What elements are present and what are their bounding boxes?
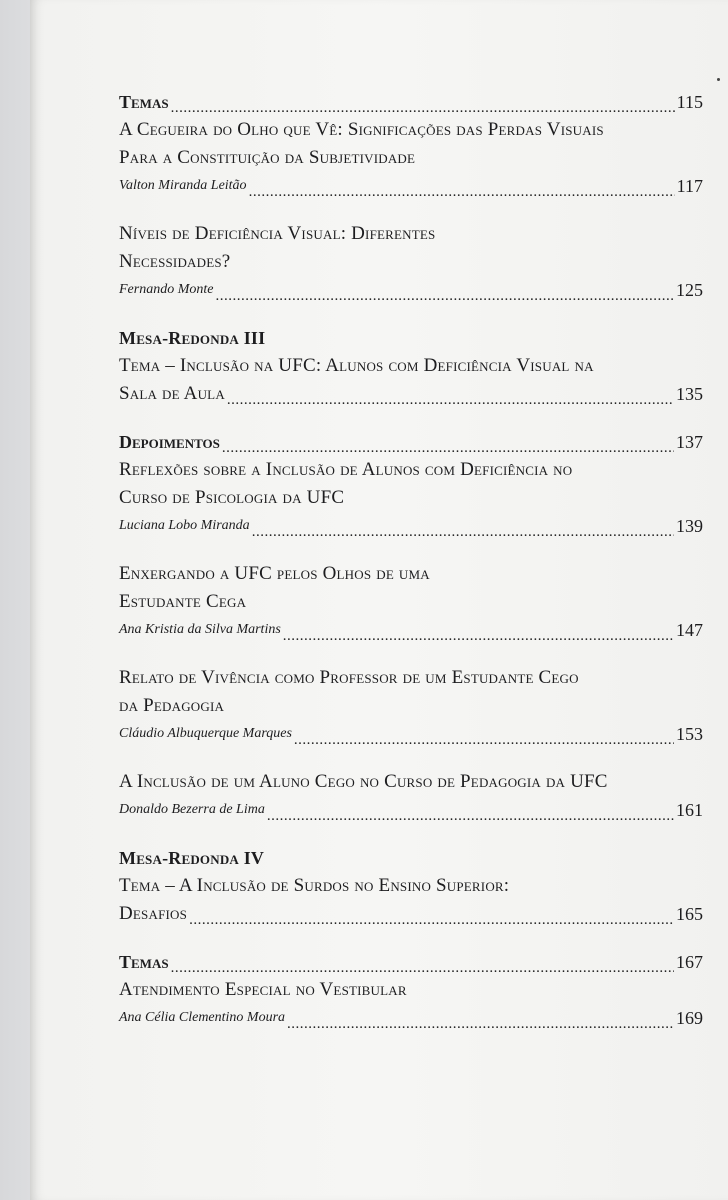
entry-author: Luciana Lobo Miranda	[119, 518, 250, 533]
section-label: Temas	[119, 92, 169, 112]
toc-entry-author-line[interactable]	[119, 276, 703, 304]
leader-dots	[189, 906, 674, 928]
toc-entry-depoimentos[interactable]	[119, 428, 703, 456]
leader-dots	[283, 622, 674, 644]
entry-title-line[interactable]: A Inclusão de um Aluno Cego no Curso de Pedagogia da UFC	[119, 771, 608, 792]
page-number: 147	[676, 620, 703, 640]
entry-title-line[interactable]: Para a Constituição da Subjetividade	[119, 147, 416, 168]
toc-entry-theme-end[interactable]	[119, 900, 703, 928]
roundtable-theme-line[interactable]: Tema – A Inclusão de Surdos no Ensino Superior:	[119, 875, 510, 896]
roundtable-heading[interactable]: Mesa-Redonda III	[119, 328, 266, 348]
page-number: 117	[676, 176, 703, 196]
toc-entry-author-line[interactable]	[119, 172, 703, 200]
page-number: 115	[676, 92, 703, 112]
entry-author: Cláudio Albuquerque Marques	[119, 726, 292, 741]
entry-title-line[interactable]: Curso de Psicologia da UFC	[119, 487, 345, 508]
toc-entry-author-line[interactable]	[119, 616, 703, 644]
leader-dots	[222, 434, 674, 456]
toc-entry-author-line[interactable]	[119, 512, 703, 540]
entry-author: Fernando Monte	[119, 282, 214, 297]
entry-title-line[interactable]: da Pedagogia	[119, 695, 225, 716]
entry-title-line[interactable]: Enxergando a UFC pelos Olhos de uma	[119, 563, 430, 584]
leader-dots	[252, 518, 674, 540]
page-number: 135	[676, 384, 703, 404]
toc-entry-author-line[interactable]	[119, 1004, 703, 1032]
entry-title-line[interactable]: Estudante Cega	[119, 591, 247, 612]
leader-dots	[287, 1010, 674, 1032]
toc-entry-author-line[interactable]	[119, 796, 703, 824]
page-number: 153	[676, 724, 703, 744]
toc-entry-temas[interactable]	[119, 88, 703, 116]
page-speck	[717, 78, 720, 81]
leader-dots	[249, 178, 675, 200]
page-gutter	[0, 0, 30, 1200]
entry-author: Donaldo Bezerra de Lima	[119, 802, 265, 817]
page-number: 139	[676, 516, 703, 536]
toc-entry-temas[interactable]	[119, 948, 703, 976]
page-number: 137	[676, 432, 703, 452]
section-label: Depoimentos	[119, 432, 220, 452]
page-number: 161	[676, 800, 703, 820]
page-number: 169	[676, 1008, 703, 1028]
leader-dots	[215, 282, 674, 304]
roundtable-heading[interactable]: Mesa-Redonda IV	[119, 848, 265, 868]
entry-title-line[interactable]: Atendimento Especial no Vestibular	[119, 979, 407, 1000]
leader-dots	[227, 386, 674, 408]
entry-title-line[interactable]: A Cegueira do Olho que Vê: Significações das Perdas Visuais	[119, 119, 604, 140]
entry-title-line[interactable]: Reflexões sobre a Inclusão de Alunos com Deficiência no	[119, 459, 573, 480]
leader-dots	[267, 802, 674, 824]
toc-entry-theme-end[interactable]	[119, 380, 703, 408]
roundtable-theme-line: Desafios	[119, 903, 188, 924]
leader-dots	[171, 94, 675, 116]
section-label: Temas	[119, 952, 169, 972]
roundtable-theme-line[interactable]: Tema – Inclusão na UFC: Alunos com Deficiência Visual na	[119, 355, 594, 376]
table-of-contents	[119, 88, 703, 1032]
leader-dots	[294, 726, 674, 748]
toc-entry-author-line[interactable]	[119, 720, 703, 748]
leader-dots	[171, 954, 674, 976]
entry-title-line[interactable]: Níveis de Deficiência Visual: Diferentes	[119, 223, 436, 244]
entry-title-line[interactable]: Necessidades?	[119, 251, 231, 272]
entry-author: Valton Miranda Leitão	[119, 178, 247, 193]
roundtable-theme-line: Sala de Aula	[119, 383, 225, 404]
page-number: 165	[676, 904, 703, 924]
page-number: 125	[676, 280, 703, 300]
entry-author: Ana Kristia da Silva Martins	[119, 622, 281, 637]
entry-author: Ana Célia Clementino Moura	[119, 1010, 286, 1025]
page-number: 167	[676, 952, 703, 972]
entry-title-line[interactable]: Relato de Vivência como Professor de um Estudante Cego	[119, 667, 579, 688]
